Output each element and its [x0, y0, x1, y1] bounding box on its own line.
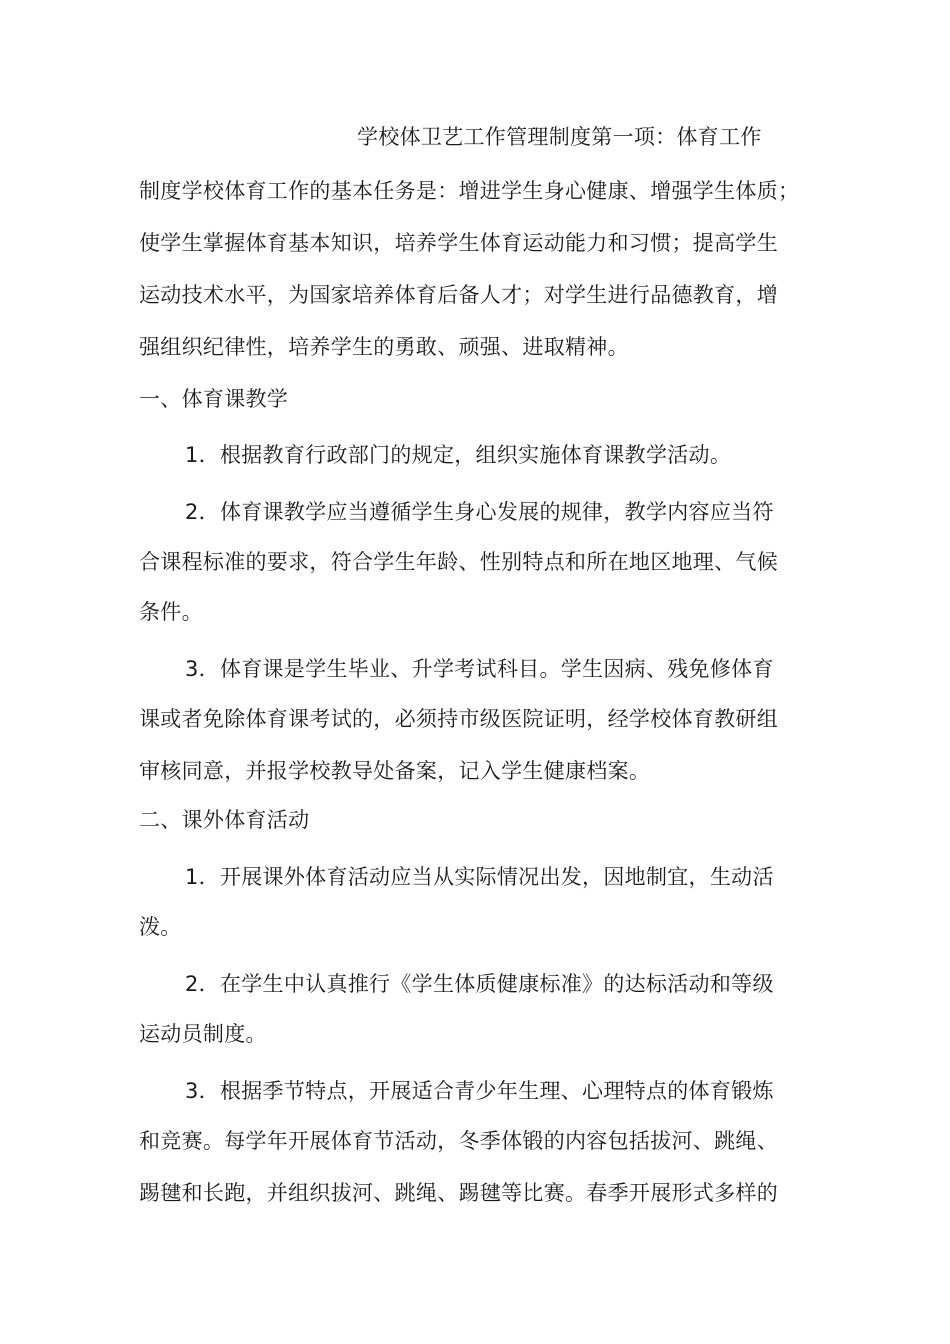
- paragraph-line: 合课程标准的要求，符合学生年龄、性别特点和所在地区地理、气候: [139, 550, 778, 574]
- section-heading: 一、体育课教学: [139, 387, 289, 411]
- list-item: 2．在学生中认真推行《学生体质健康标准》的达标活动和等级: [185, 972, 774, 996]
- paragraph-line: 泼。: [139, 915, 182, 939]
- list-item: 2．体育课教学应当遵循学生身心发展的规律，教学内容应当符: [185, 500, 774, 524]
- paragraph-line: 和竞赛。每学年开展体育节活动，冬季体锻的内容包括拔河、跳绳、: [139, 1129, 778, 1153]
- paragraph-line: 使学生掌握体育基本知识，培养学生体育运动能力和习惯；提高学生: [139, 231, 778, 255]
- paragraph-line: 运动技术水平，为国家培养体育后备人才；对学生进行品德教育，增: [139, 283, 778, 307]
- list-item: 1．开展课外体育活动应当从实际情况出发，因地制宜，生动活: [185, 865, 774, 889]
- section-heading: 二、课外体育活动: [139, 808, 310, 832]
- paragraph-line: 课或者免除体育课考试的，必须持市级医院证明，经学校体育教研组: [139, 707, 778, 731]
- paragraph-line: 运动员制度。: [139, 1022, 267, 1046]
- list-item: 3．根据季节特点，开展适合青少年生理、心理特点的体育锻炼: [185, 1079, 774, 1103]
- paragraph-line: 制度学校体育工作的基本任务是：增进学生身心健康、增强学生体质；: [139, 179, 800, 203]
- paragraph-line: 强组织纪律性，培养学生的勇敢、顽强、进取精神。: [139, 335, 629, 359]
- doc-title-line: 学校体卫艺工作管理制度第一项：体育工作: [357, 125, 762, 149]
- paragraph-line: 审核同意，并报学校教导处备案，记入学生健康档案。: [139, 759, 651, 783]
- list-item: 3．体育课是学生毕业、升学考试科目。学生因病、残免修体育: [185, 657, 774, 681]
- paragraph-line: 踢毽和长跑，并组织拔河、跳绳、踢毽等比赛。春季开展形式多样的: [139, 1181, 778, 1205]
- list-item: 1．根据教育行政部门的规定，组织实施体育课教学活动。: [185, 443, 732, 467]
- paragraph-line: 条件。: [139, 600, 203, 624]
